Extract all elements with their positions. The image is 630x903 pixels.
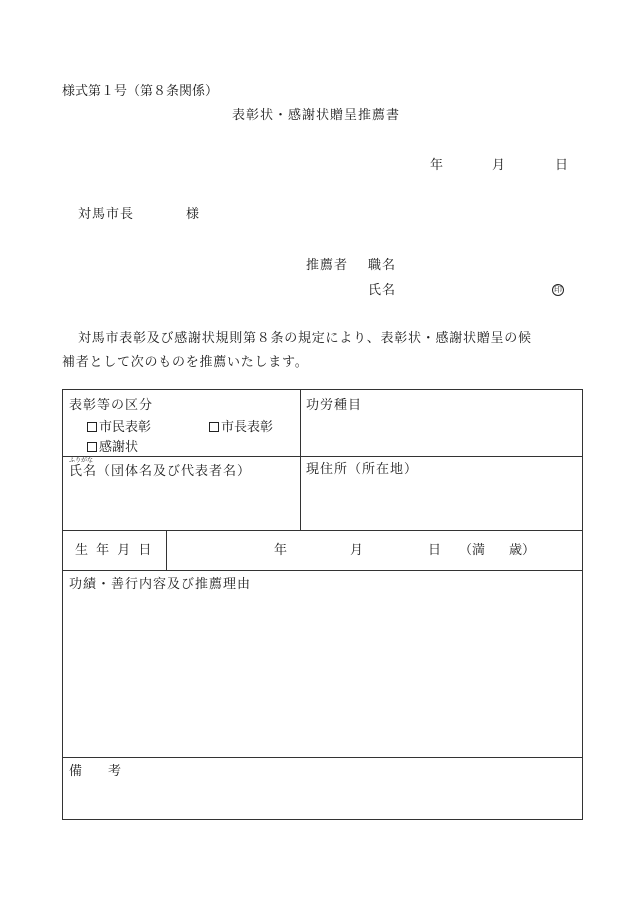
table-divider [63,456,582,457]
category-label: 表彰等の区分 [69,398,154,413]
document-title: 表彰状・感謝状贈呈推薦書 [232,108,401,123]
option-certificate-of-appreciation[interactable] [87,441,138,454]
birth-month: 月 [350,543,364,558]
achievements-label: 功績・善行内容及び推薦理由 [69,577,252,592]
birth-year: 年 [274,543,288,558]
table-divider [63,757,582,758]
table-divider [300,390,301,530]
date-day: 日 [555,158,569,173]
body-text-line-1: 対馬市表彰及び感謝状規則第８条の規定により、表彰状・感謝状贈呈の候 [78,331,532,346]
date-month: 月 [492,158,506,173]
seal-mark: 印 [554,285,562,294]
checkbox[interactable] [87,442,97,452]
checkbox[interactable] [87,422,97,432]
name-label: 氏名（団体名及び代表者名） [69,464,252,479]
recommendation-table [62,389,583,820]
age-open: （満 [459,543,486,558]
option-label: 感謝状 [99,440,139,455]
option-label: 市民表彰 [99,420,152,435]
addressee-name: 対馬市長 [78,207,135,222]
form-number: 様式第１号（第８条関係） [62,84,219,99]
option-label: 市長表彰 [221,420,274,435]
table-divider [63,530,582,531]
recommender-position-label: 職名 [368,258,397,273]
merit-type-label: 功労種目 [306,398,363,413]
age-close: 歳） [509,543,536,558]
option-citizen-award[interactable] [87,421,151,434]
name-ruby: ふりがな [69,457,94,464]
date-year: 年 [430,158,444,173]
recommender-label: 推薦者 [306,258,349,273]
recommender-name-label: 氏名 [368,283,397,298]
remarks-label: 備 考 [69,764,122,779]
table-divider [166,530,167,570]
birth-date-label: 生 年 月 日 [75,543,154,558]
option-mayor-award[interactable] [209,421,273,434]
table-divider [63,570,582,571]
birth-day: 日 [428,543,442,558]
addressee-honorific: 様 [186,207,200,222]
address-label: 現住所（所在地） [306,462,419,477]
body-text-line-2: 補者として次のものを推薦いたします。 [62,355,309,370]
checkbox[interactable] [209,422,219,432]
